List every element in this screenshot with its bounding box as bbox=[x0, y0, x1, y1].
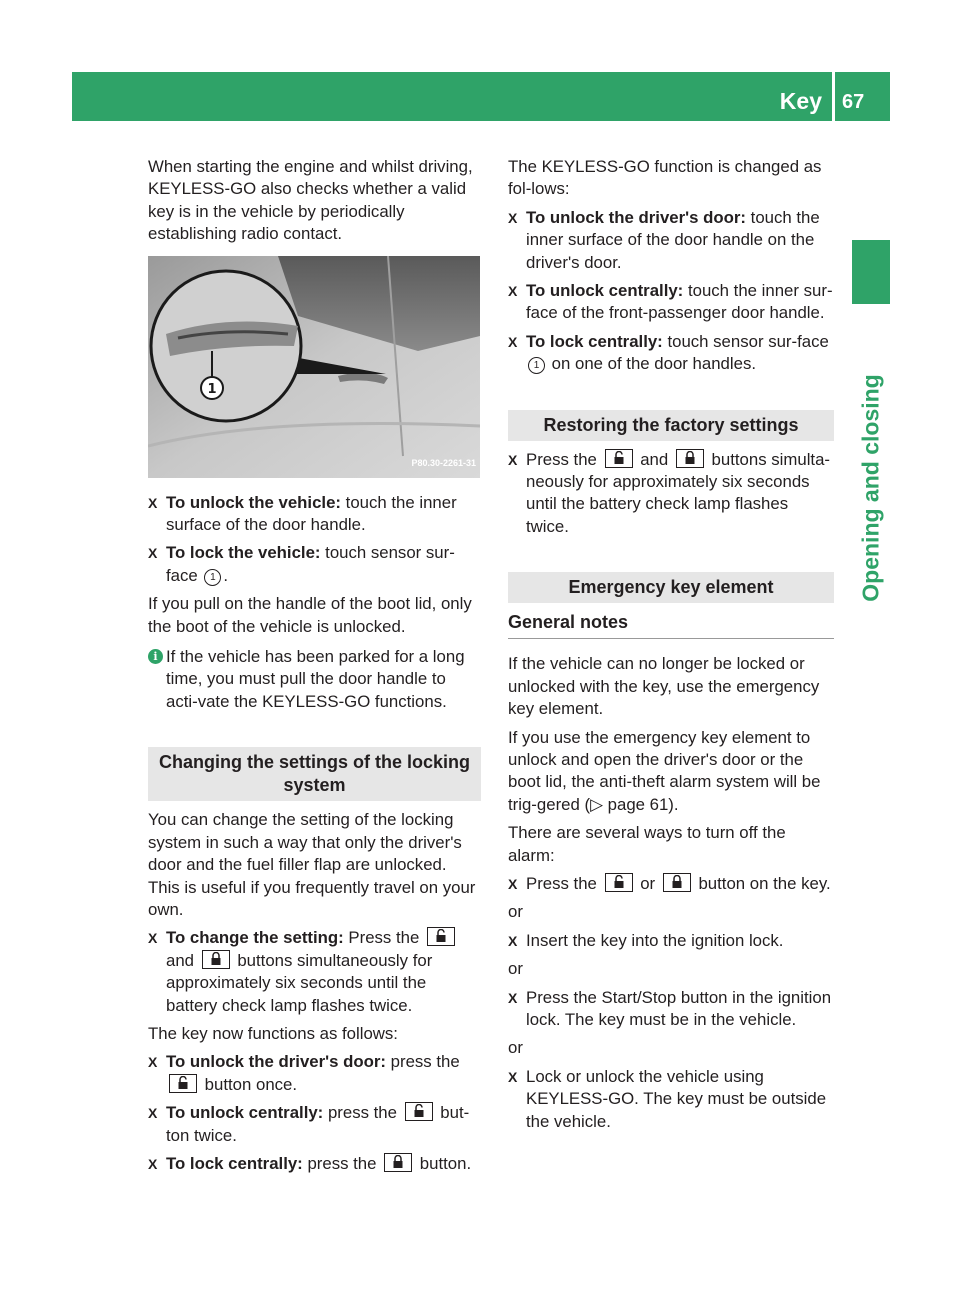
intro-paragraph: When starting the engine and whilst driving, KEYLESS-GO also checks whether a valid key is in the vehicle by periodically establishing radio contact. bbox=[148, 157, 473, 244]
section-heading-restore: Restoring the factory settings bbox=[508, 410, 834, 441]
step-arrow-icon: X bbox=[148, 930, 158, 947]
chapter-title: Opening and closing bbox=[857, 374, 884, 602]
subheading-general-notes: General notes bbox=[508, 611, 834, 639]
right-column bbox=[508, 156, 834, 1139]
or-separator: or bbox=[508, 1038, 523, 1058]
unlock-button-icon bbox=[405, 1102, 433, 1121]
step-alarm-ignition: X Insert the key into the ignition lock. bbox=[508, 930, 834, 952]
emergency-p2: If you use the emergency key element to unlock and open the driver's door or the boot lid, the anti-theft alarm system will be trig-gered (▷ page 61). bbox=[508, 727, 821, 814]
door-handle-illustration bbox=[148, 256, 480, 478]
step-keyless-unlock-driver: X To unlock the driver's door: touch the inner surface of the door handle on the driver's door. bbox=[508, 207, 820, 272]
unlock-button-icon bbox=[427, 927, 455, 946]
header-separator bbox=[832, 72, 835, 121]
info-note: i If the vehicle has been parked for a long time, you must pull the door handle to acti-vate the KEYLESS-GO functions. bbox=[148, 646, 481, 713]
step-restore: X Press the and buttons simulta-neously for approximately six seconds until the battery check lamp flashes twice. bbox=[508, 449, 831, 536]
step-arrow-icon: X bbox=[508, 875, 518, 892]
section-heading-locking: Changing the settings of the locking system bbox=[148, 747, 481, 801]
step-arrow-icon: X bbox=[508, 283, 518, 300]
or-separator: or bbox=[508, 959, 523, 979]
step-alarm-start-stop: X Press the Start/Stop button in the ignition lock. The key must be in the vehicle. bbox=[508, 987, 832, 1029]
figure-code: P80.30-2261-31 bbox=[411, 458, 476, 469]
step-arrow-icon: X bbox=[508, 932, 518, 949]
page-number: 67 bbox=[842, 91, 865, 113]
step-arrow-icon: X bbox=[148, 545, 158, 562]
step-change-setting: X To change the setting: Press the and buttons simultaneously for approximately six seconds until the battery check lamp flashes twice. bbox=[148, 927, 481, 1017]
or-separator: or bbox=[508, 902, 523, 922]
step-arrow-icon: X bbox=[148, 494, 158, 511]
step-alarm-button: X Press the or button on the key. bbox=[508, 873, 834, 895]
info-icon: i bbox=[148, 649, 163, 664]
step-arrow-icon: X bbox=[508, 1068, 518, 1085]
callout-1-icon: 1 bbox=[204, 569, 221, 586]
functions-intro: The key now functions as follows: bbox=[148, 1023, 398, 1043]
door-handle-figure bbox=[148, 256, 480, 478]
header-section-title: Key bbox=[779, 88, 822, 114]
step-arrow-icon: X bbox=[508, 333, 518, 350]
page-reference-icon: ▷ bbox=[590, 794, 603, 814]
step-lock-vehicle: X To lock the vehicle: touch sensor sur-face 1 . bbox=[148, 543, 455, 585]
emergency-p3: There are several ways to turn off the alarm: bbox=[508, 823, 786, 865]
step-unlock-centrally: X To unlock centrally: press the but-ton twice. bbox=[148, 1103, 470, 1145]
unlock-button-icon bbox=[169, 1074, 197, 1093]
step-arrow-icon: X bbox=[148, 1054, 158, 1071]
unlock-button-icon bbox=[605, 449, 633, 468]
section-heading-emergency: Emergency key element bbox=[508, 572, 834, 603]
step-arrow-icon: X bbox=[148, 1105, 158, 1122]
chapter-tab bbox=[852, 240, 890, 304]
step-arrow-icon: X bbox=[508, 209, 518, 226]
lock-button-icon bbox=[202, 950, 230, 969]
right-intro: The KEYLESS-GO function is changed as fol-lows: bbox=[508, 157, 822, 199]
lock-button-icon bbox=[676, 449, 704, 468]
step-alarm-keyless: X Lock or unlock the vehicle using KEYLESS-GO. The key must be outside the vehicle. bbox=[508, 1066, 827, 1131]
unlock-button-icon bbox=[605, 873, 633, 892]
step-arrow-icon: X bbox=[508, 451, 518, 468]
lock-button-icon bbox=[384, 1153, 412, 1172]
step-unlock-vehicle: X To unlock the vehicle: touch the inner surface of the door handle. bbox=[148, 492, 457, 535]
step-keyless-unlock-central: X To unlock centrally: touch the inner sur-face of the front-passenger door handle. bbox=[508, 281, 833, 323]
step-keyless-lock-central: X To lock centrally: touch sensor sur-face 1 on one of the door handles. bbox=[508, 331, 829, 374]
callout-1-icon: 1 bbox=[528, 357, 545, 374]
step-arrow-icon: X bbox=[508, 989, 518, 1006]
step-arrow-icon: X bbox=[148, 1155, 158, 1172]
left-column bbox=[148, 156, 481, 1181]
lock-button-icon bbox=[663, 873, 691, 892]
step-unlock-drivers-door: X To unlock the driver's door: press the button once. bbox=[148, 1052, 460, 1094]
step-lock-centrally: X To lock centrally: press the button. bbox=[148, 1153, 481, 1175]
emergency-p1: If the vehicle can no longer be locked or unlocked with the key, use the emergency key element. bbox=[508, 654, 820, 719]
boot-note: If you pull on the handle of the boot lid, only the boot of the vehicle is unlocked. bbox=[148, 594, 472, 636]
change-paragraph: You can change the setting of the locking system in such a way that only the driver's door and the fuel filler flap are unlocked. This is useful if you frequently travel on your own. bbox=[148, 810, 476, 919]
figure-callout: 1 bbox=[207, 381, 217, 397]
